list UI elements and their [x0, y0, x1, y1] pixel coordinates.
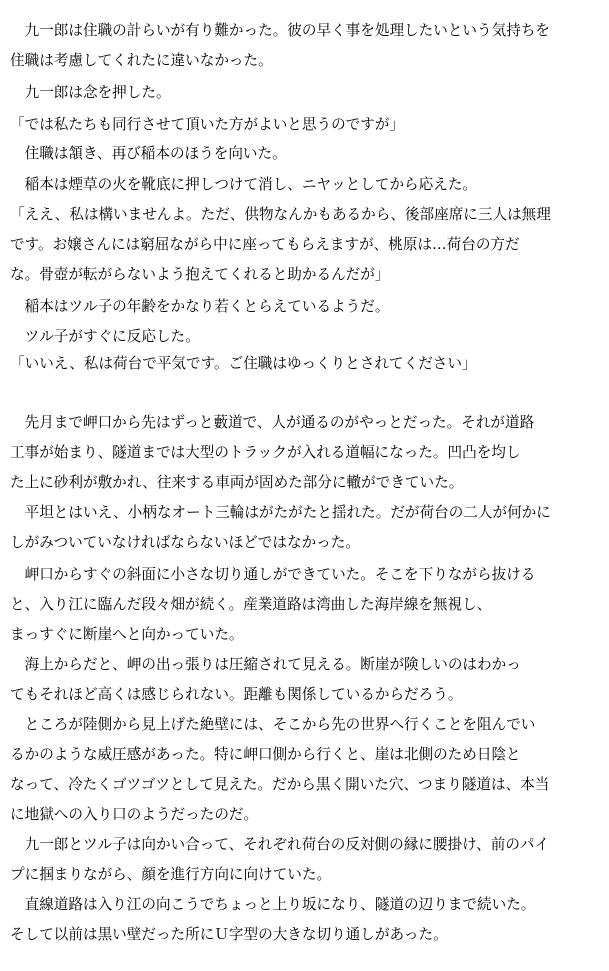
text-line: るかのような威圧感があった。特に岬口側から行くと、崖は北側のため日陰と [10, 746, 521, 763]
text-line: なって、冷たくゴツゴツとして見えた。だから黒く開いた穴、つまり隧道は、本当 [10, 776, 550, 793]
text-line: そして以前は黒い壁だった所にＵ字型の大きな切り通しがあった。 [10, 926, 448, 943]
text-line: 九一郎は住職の計らいが有り難かった。彼の早く事を処理したいという気持ちを [10, 22, 550, 39]
text-line: 住職は頷き、再び稲本のほうを向いた。 [10, 145, 287, 162]
text-line: 住職は考慮してくれたに違いなかった。 [10, 52, 273, 69]
text-line: プに掴まりながら、顔を進行方向に向けていた。 [10, 866, 332, 883]
text-line: 稲本は煙草の火を靴底に押しつけて消し、ニヤッとしてから応えた。 [10, 176, 478, 193]
text-line: 平坦とはいえ、小柄なオート三輪はがたがたと揺れた。だが荷台の二人が何かに [10, 504, 551, 521]
text-line: 九一郎は念を押した。 [10, 84, 171, 101]
text-line: 稲本はツル子の年齢をかなり若くとらえているようだ。 [10, 298, 390, 315]
text-line: ところが陸側から見上げた絶壁には、そこから先の世界へ行くことを阻んでい [10, 716, 536, 733]
text-line: に地獄への入り口のようだったのだ。 [10, 806, 259, 823]
text-line: 九一郎とツル子は向かい合って、それぞれ荷台の反対側の縁に腰掛け、前のパイ [10, 836, 550, 853]
text-line: 岬口からすぐの斜面に小さな切り通しができていた。そこを下りながら抜ける [10, 566, 536, 583]
text-line: です。お嬢さんには窮屈ながら中に座ってもらえますが、桃原は…荷台の方だ [10, 236, 520, 253]
text-line: まっすぐに断崖へと向かっていた。 [10, 626, 244, 643]
text-line: と、入り江に臨んだ段々畑が続く。産業道路は湾曲した海岸線を無視し、 [10, 596, 492, 613]
text-line: てもそれほど高くは感じられない。距離も関係しているからだろう。 [10, 686, 463, 703]
text-line: ツル子がすぐに反応した。 [10, 328, 200, 345]
text-line: な。骨壺が転がらないよう抱えてくれると助かるんだが」 [10, 266, 390, 283]
text-line: 直線道路は入り江の向こうでちょっと上り坂になり、隧道の辺りまで続いた。 [10, 896, 536, 913]
text-line: た上に砂利が敷かれ、往来する車両が固めた部分に轍ができていた。 [10, 474, 464, 491]
text-line: 「いいえ、私は荷台で平気です。ご住職はゆっくりとされてください」 [10, 355, 477, 372]
text-line: しがみついていなければならないほどではなかった。 [10, 534, 360, 551]
text-line: 先月まで岬口から先はずっと藪道で、人が通るのがやっとだった。それが道路 [10, 414, 535, 431]
text-line: 「では私たちも同行させて頂いた方がよいと思うのですが」 [10, 116, 405, 133]
text-line: 工事が始まり、隧道までは大型のトラックが入れる道幅になった。凹凸を均し [10, 444, 521, 461]
text-line: 海上からだと、岬の出っ張りは圧縮されて見える。断崖が険しいのはわかっ [10, 656, 521, 673]
text-line: 「ええ、私は構いませんよ。ただ、供物なんかもあるから、後部座席に三人は無理 [10, 206, 551, 223]
